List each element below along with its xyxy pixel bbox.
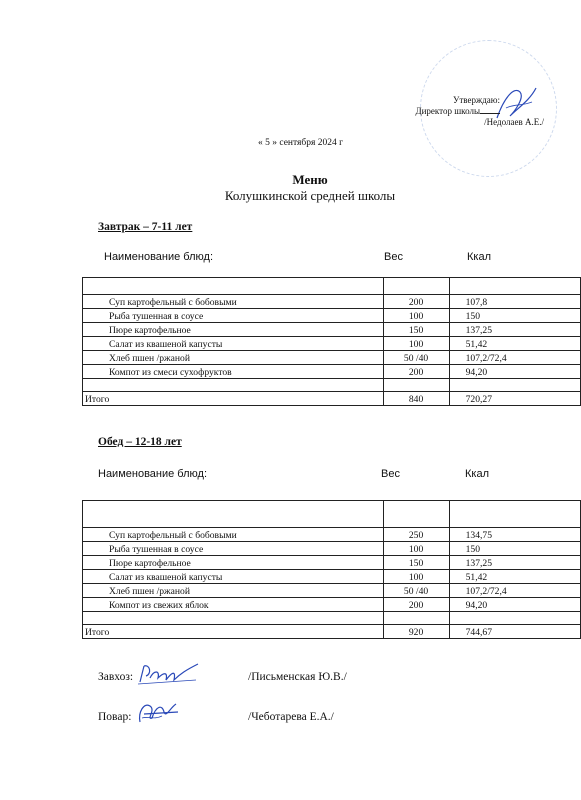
dish-name: Салат из квашеной капусты — [83, 570, 384, 584]
table-cell — [449, 278, 580, 295]
table-row — [83, 309, 581, 323]
storekeeper-signature — [136, 660, 206, 690]
cook-label: Повар: — [98, 711, 132, 723]
dish-weight: 150 — [383, 323, 449, 337]
dish-kcal: 51,42 — [449, 337, 580, 351]
approval-name: /Недолаев А.Е./ — [484, 117, 544, 127]
dish-weight: 150 — [383, 556, 449, 570]
dish-name: Рыба тушенная в соусе — [83, 309, 384, 323]
storekeeper-name: /Письменская Ю.В./ — [248, 671, 347, 683]
table-cell — [449, 612, 580, 625]
dish-kcal: 150 — [449, 309, 580, 323]
table-row — [83, 351, 581, 365]
dish-weight: 100 — [383, 309, 449, 323]
table-cell — [83, 379, 384, 392]
lunch-heading: Обед – 12-18 лет — [98, 436, 182, 448]
dish-name: Пюре картофельное — [83, 556, 384, 570]
table-cell — [449, 379, 580, 392]
total-kcal: 720,27 — [449, 392, 580, 406]
total-label: Итого — [83, 625, 384, 639]
dish-kcal: 94,20 — [449, 598, 580, 612]
total-kcal: 744,67 — [449, 625, 580, 639]
cook-signature — [134, 698, 184, 728]
table-row — [83, 323, 581, 337]
dish-weight: 100 — [383, 542, 449, 556]
total-row — [83, 392, 581, 406]
dish-name: Хлеб пшен /ржаной — [83, 351, 384, 365]
dish-kcal: 107,2/72,4 — [449, 584, 580, 598]
table-row-empty — [83, 278, 581, 295]
dish-name: Компот из смеси сухофруктов — [83, 365, 384, 379]
table-cell — [383, 612, 449, 625]
storekeeper-label: Завхоз: — [98, 671, 134, 683]
dish-name: Хлеб пшен /ржаной — [83, 584, 384, 598]
dish-weight: 100 — [383, 570, 449, 584]
dish-weight: 250 — [383, 528, 449, 542]
dish-name: Компот из свежих яблок — [83, 598, 384, 612]
dish-name: Суп картофельный с бобовыми — [83, 295, 384, 309]
lunch-col-weight: Вес — [381, 468, 400, 480]
total-row — [83, 625, 581, 639]
dish-weight: 50 /40 — [383, 584, 449, 598]
table-row-empty — [83, 612, 581, 625]
dish-kcal: 150 — [449, 542, 580, 556]
dish-kcal: 134,75 — [449, 528, 580, 542]
lunch-table — [82, 500, 581, 639]
table-row — [83, 584, 581, 598]
breakfast-col-weight: Вес — [384, 251, 403, 263]
table-row — [83, 556, 581, 570]
menu-date: « 5 » сентября 2024 г — [258, 138, 344, 148]
dish-weight: 50 /40 — [383, 351, 449, 365]
lunch-col-kcal: Ккал — [465, 468, 489, 480]
dish-name: Суп картофельный с бобовыми — [83, 528, 384, 542]
table-cell — [383, 278, 449, 295]
dish-name: Рыба тушенная в соусе — [83, 542, 384, 556]
dish-name: Салат из квашеной капусты — [83, 337, 384, 351]
table-row-empty — [83, 379, 581, 392]
dish-name: Пюре картофельное — [83, 323, 384, 337]
total-label: Итого — [83, 392, 384, 406]
breakfast-col-kcal: Ккал — [467, 251, 491, 263]
breakfast-col-name: Наименование блюд: — [104, 251, 214, 263]
table-cell — [83, 278, 384, 295]
table-row — [83, 570, 581, 584]
total-weight: 840 — [383, 392, 449, 406]
lunch-col-name: Наименование блюд: — [98, 468, 208, 480]
approval-position-text: Директор школы — [415, 106, 480, 116]
dish-kcal: 137,25 — [449, 556, 580, 570]
table-cell — [83, 501, 384, 528]
dish-kcal: 137,25 — [449, 323, 580, 337]
table-row — [83, 337, 581, 351]
dish-weight: 200 — [383, 598, 449, 612]
table-row — [83, 365, 581, 379]
table-row — [83, 295, 581, 309]
dish-kcal: 107,2/72,4 — [449, 351, 580, 365]
dish-kcal: 94,20 — [449, 365, 580, 379]
approval-block — [380, 95, 550, 128]
dish-kcal: 51,42 — [449, 570, 580, 584]
page-title: Меню — [292, 172, 328, 187]
table-cell — [383, 379, 449, 392]
table-cell — [383, 501, 449, 528]
breakfast-heading: Завтрак – 7-11 лет — [98, 221, 193, 233]
page-subtitle: Колушкинской средней школы — [224, 188, 396, 203]
table-cell — [449, 501, 580, 528]
table-row — [83, 598, 581, 612]
dish-weight: 200 — [383, 295, 449, 309]
cook-name: /Чеботарева Е.А./ — [248, 711, 334, 723]
table-row-empty — [83, 501, 581, 528]
approval-heading: Утверждаю: — [452, 95, 500, 105]
approval-position — [380, 106, 550, 117]
table-cell — [83, 612, 384, 625]
signature-line — [480, 113, 500, 114]
dish-kcal: 107,8 — [449, 295, 580, 309]
table-row — [83, 528, 581, 542]
table-row — [83, 542, 581, 556]
total-weight: 920 — [383, 625, 449, 639]
breakfast-table — [82, 277, 581, 406]
dish-weight: 100 — [383, 337, 449, 351]
dish-weight: 200 — [383, 365, 449, 379]
